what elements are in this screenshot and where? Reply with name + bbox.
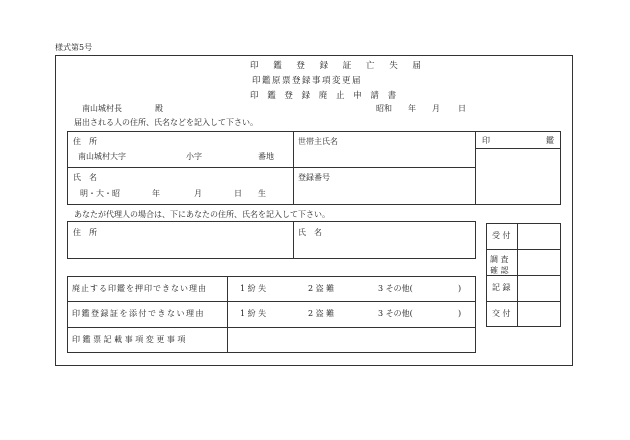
applicant-banchi: 番地 xyxy=(258,152,274,161)
reason-cert-close: ) xyxy=(458,309,462,318)
birth-year: 年 xyxy=(152,189,160,198)
birth-suffix: 生 xyxy=(258,189,266,198)
office-reception: 受 付 xyxy=(492,231,511,240)
agent-table xyxy=(67,221,476,259)
reason-cert-opt2: 2 盗 難 xyxy=(308,309,335,318)
title-abolition-application: 印 鑑 登 録 廃 止 申 請 書 xyxy=(250,91,400,101)
form-number: 様式第5号 xyxy=(55,43,93,52)
birth-month: 月 xyxy=(194,189,202,198)
office-investigation: 調 査 確 認 xyxy=(490,255,509,276)
title-change-report: 印鑑原票登録事項変更届 xyxy=(252,76,363,86)
registration-number-label: 登録番号 xyxy=(298,173,330,182)
reason-seal-close: ) xyxy=(458,284,462,293)
household-head-label: 世帯主氏名 xyxy=(298,137,338,146)
seal-label-right: 鑑 xyxy=(546,136,554,145)
applicant-address-prefix: 南山城村大字 xyxy=(78,152,126,161)
date-era: 昭和 xyxy=(376,104,392,113)
reason-cert-opt3: 3 その他( xyxy=(378,309,413,318)
reason-seal-opt2: 2 盗 難 xyxy=(308,284,335,293)
change-items-label: 印 鑑 票 記 載 事 項 変 更 事 項 xyxy=(72,335,186,344)
date-year: 年 xyxy=(408,104,416,113)
honorific: 殿 xyxy=(155,104,163,113)
applicant-address-label: 住 所 xyxy=(73,137,97,146)
instruction-applicant: 届出される人の住所、氏名などを記入して下さい。 xyxy=(74,118,258,127)
applicant-name-label: 氏 名 xyxy=(73,173,97,182)
reason-seal-opt3: 3 その他( xyxy=(378,284,413,293)
birth-day: 日 xyxy=(234,189,242,198)
date-day: 日 xyxy=(458,104,466,113)
reason-seal-opt1: 1 紛 失 xyxy=(240,284,267,293)
reason-seal-label: 廃止する印鑑を押印できない理由 xyxy=(72,284,207,293)
office-record: 記 録 xyxy=(492,283,511,292)
mayor-addressee: 南山城村長 xyxy=(82,104,122,113)
title-loss-report: 印 鑑 登 録 証 亡 失 届 xyxy=(250,61,427,71)
office-issuance: 交 付 xyxy=(492,309,511,318)
birth-era-options: 明・大・昭 xyxy=(80,189,120,198)
reason-cert-label: 印鑑登録証を添付できない理由 xyxy=(72,309,205,318)
reason-cert-opt1: 1 紛 失 xyxy=(240,309,267,318)
date-month: 月 xyxy=(432,104,440,113)
agent-name-label: 氏 名 xyxy=(298,228,322,237)
seal-label-left: 印 xyxy=(482,136,490,145)
applicant-koaza: 小字 xyxy=(186,152,202,161)
agent-address-label: 住 所 xyxy=(73,228,97,237)
instruction-agent: あなたが代理人の場合は、下にあなたの住所、氏名を記入して下さい。 xyxy=(74,210,330,219)
applicant-table xyxy=(67,131,476,205)
